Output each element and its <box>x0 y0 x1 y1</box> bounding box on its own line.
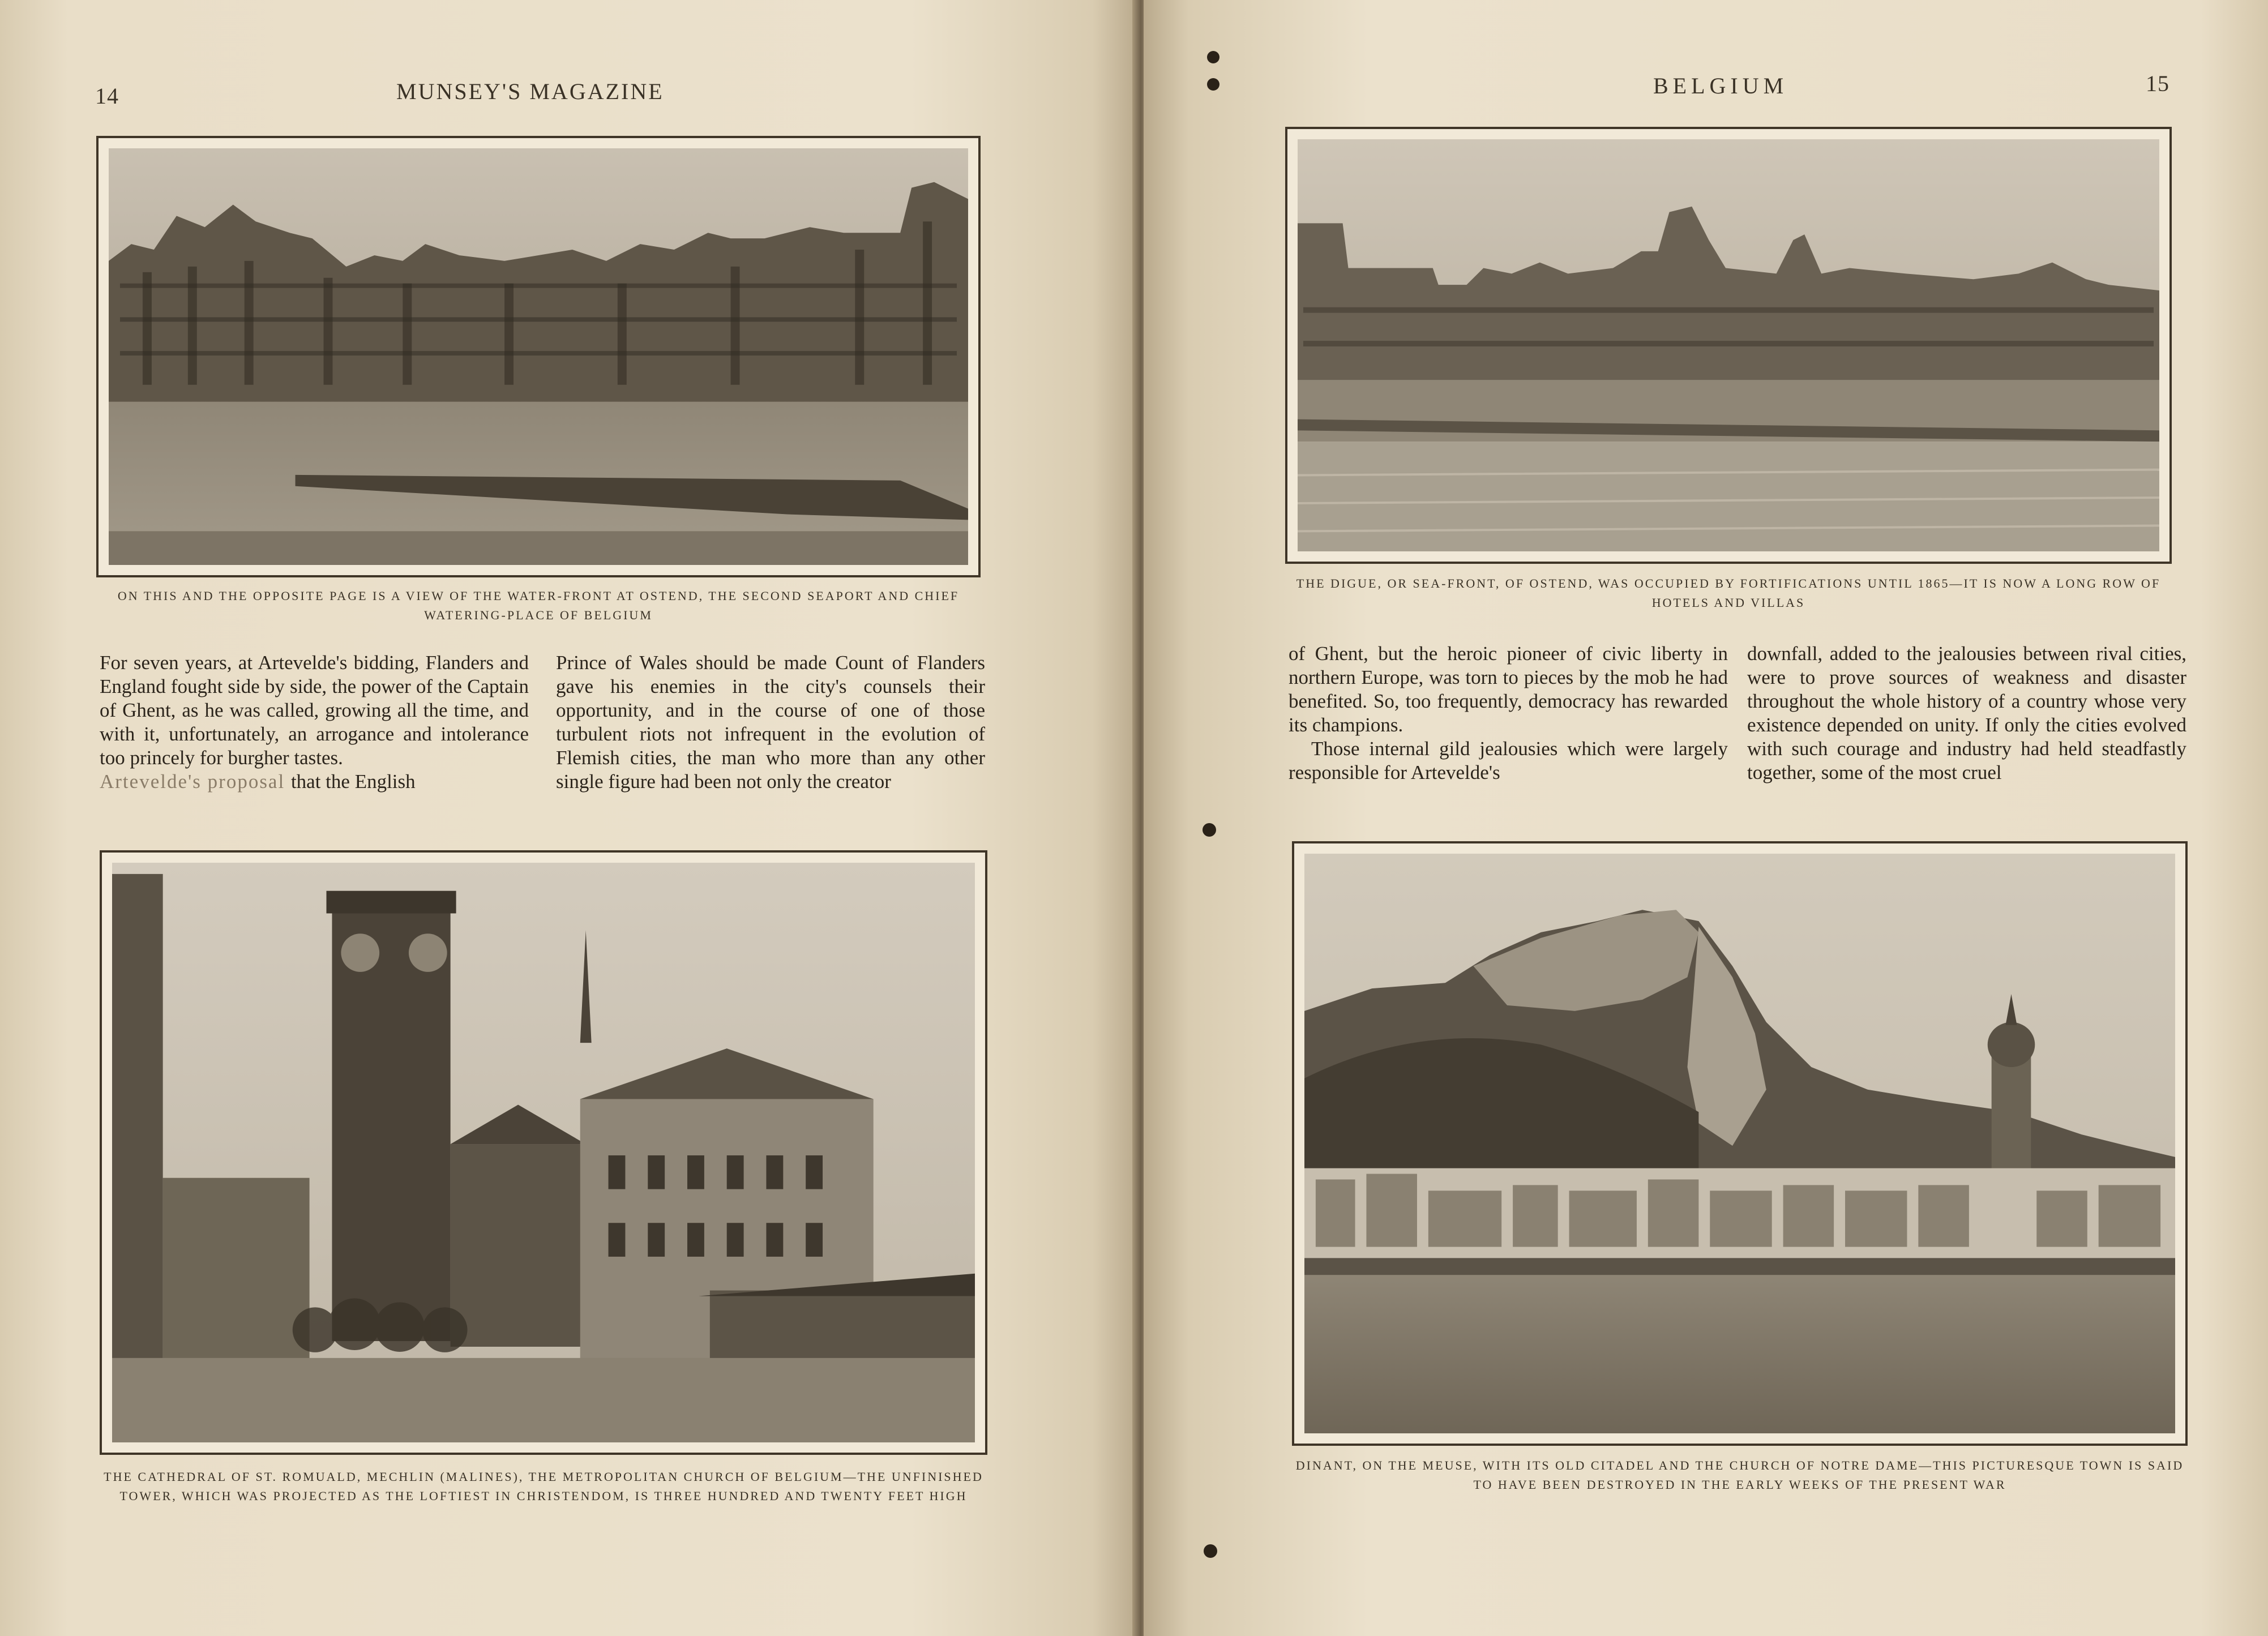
bottom-photo-caption: DINANT, ON THE MEUSE, WITH ITS OLD CITADEL AND THE CHURCH OF NOTRE DAME—THIS PICTURESQUE TOWN IS SAID TO HAVE BEEN DESTROYED IN THE EARLY WEEKS OF THE PRESENT WAR <box>1295 1458 2184 1492</box>
photo-image <box>1298 139 2159 551</box>
binding-hole <box>1207 51 1219 63</box>
cathedral-illustration <box>112 863 975 1442</box>
binding-hole <box>1207 78 1219 91</box>
running-head: BELGIUM <box>1653 73 1788 98</box>
text-column-left <box>1289 642 1728 785</box>
bottom-photo-caption: THE CATHEDRAL OF ST. ROMUALD, MECHLIN (MALINES), THE METROPOLITAN CHURCH OF BELGIUM—THE UNFINISHED TOWER, WHICH WAS PROJECTED AS THE LOFTIEST IN CHRISTENDOM, IS THREE HUNDRED AND TWENTY FEET HIGH <box>104 1470 983 1503</box>
page-number: 15 <box>2146 71 2169 96</box>
top-photo-caption: ON THIS AND THE OPPOSITE PAGE IS A VIEW OF THE WATER-FRONT AT OSTEND, THE SECOND SEAPORT AND CHIEF WATERING-PLACE OF BELGIUM <box>117 589 960 622</box>
binding-hole <box>1204 1544 1217 1558</box>
damaged-text-end: that the English <box>290 770 416 793</box>
running-head: MUNSEY'S MAGAZINE <box>396 79 664 104</box>
paragraph: downfall, added to the jealousies between rival cities, were to prove sources of weakness and disaster throughout the whole history of a country whose very existence depended on unity. If only the cities evolved with such courage and industry had held steadfastly together, some of the most cruel <box>1747 643 2186 783</box>
cathedral-photo <box>100 850 987 1455</box>
ostend-digue-photo <box>1285 127 2172 564</box>
dinant-photo <box>1292 841 2188 1446</box>
ostend-illustration <box>109 148 968 565</box>
top-photo-caption: THE DIGUE, OR SEA-FRONT, OF OSTEND, WAS OCCUPIED BY FORTIFICATIONS UNTIL 1865—IT IS NOW A LONG ROW OF HOTELS AND VILLAS <box>1296 576 2161 610</box>
photo-image <box>112 863 975 1442</box>
text-column-left <box>100 651 529 794</box>
paragraph: Those internal gild jealousies which were largely responsible for Artevelde's <box>1289 738 1728 783</box>
paragraph: Prince of Wales should be made Count of Flanders gave his enemies in the city's counsels their opportunity, and in the course of one of those turbulent riots not infrequent in the evolution of Flemish cities, the man who more than any other single figure had been not only the creator <box>556 652 985 793</box>
text-column-right <box>1747 642 2186 785</box>
page-number: 14 <box>95 83 119 109</box>
text-column-right <box>556 651 985 794</box>
photo-image <box>1304 854 2175 1433</box>
ostend-waterfront-photo <box>96 136 981 577</box>
damaged-text-start: Artevelde's proposal <box>100 770 285 793</box>
digue-illustration <box>1298 139 2159 551</box>
damaged-line <box>100 770 529 794</box>
dinant-illustration <box>1304 854 2175 1433</box>
binding-hole <box>1203 823 1216 837</box>
paragraph: For seven years, at Artevelde's bidding, Flanders and England fought side by side, the power of the Captain of Ghent, as he was called, growing all the time, and with it, unfortunately, an arrogance and intolerance too princely for burgher tastes. <box>100 652 529 769</box>
paragraph: of Ghent, but the heroic pioneer of civic liberty in northern Europe, was torn to pieces by the mob he had benefited. So, too frequently, democracy has rewarded its champions. <box>1289 643 1728 736</box>
photo-image <box>109 148 968 565</box>
right-page <box>1144 0 2268 1636</box>
